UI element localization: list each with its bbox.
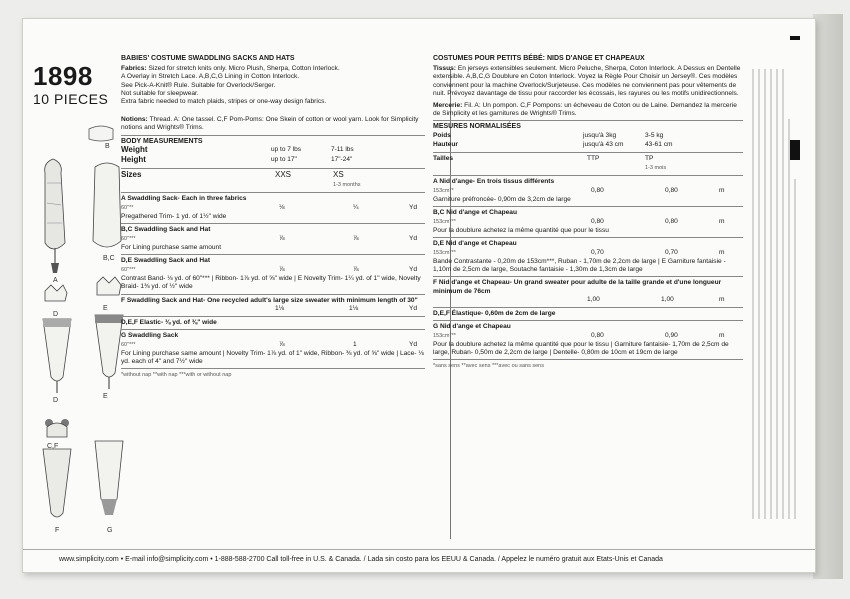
english-column	[121, 55, 425, 380]
view-label: C,F	[47, 443, 59, 450]
section-title: F Swaddling Sack and Hat- One recycled adult's large size sweater with minimum length of 30"	[121, 296, 418, 304]
footer-contact: www.simplicity.com • E-mail info@simplicity.com • 1-888-588-2700 Call toll-free in U.S. & Canada. / Lada sin costo para los EEUU & Canada. / Appelez le numéro gratuit aux Etats-Unis et Canada	[23, 549, 815, 572]
unit: Yd	[409, 235, 418, 243]
section-f	[121, 297, 425, 314]
hauteur-value: jusqu'à 43 cm	[583, 140, 624, 148]
section-extra: Pour la doublure achetez la même quantité que pour le tissu | Garniture fantaisie- 1,70m de 2,5cm de large, Ruban- 0,50m de 2,2cm de large | Dentelle- 0,80m de 10cm et 19cm de large	[433, 341, 729, 357]
yardage: ⅞	[353, 235, 359, 243]
section-g-fr	[433, 323, 743, 357]
section-f-fr	[433, 279, 743, 304]
tailles-label: Tailles	[433, 154, 454, 162]
unit: m	[719, 249, 725, 257]
metrage: 1,00	[661, 295, 674, 303]
height-label: Height	[121, 154, 146, 164]
section-extra: Pour la doublure achetez la même quantité que pour le tissu	[433, 226, 609, 234]
fabric-width: 153cm**	[433, 187, 454, 194]
fabric-width: 153cm***	[433, 250, 456, 257]
metrage: 0,80	[591, 186, 604, 194]
view-label: E	[103, 393, 108, 400]
metrage: 0,80	[591, 332, 604, 340]
section-extra: For Lining purchase same amount	[121, 244, 222, 252]
yardage: ⅞	[279, 341, 285, 349]
notions-label: Notions:	[121, 116, 148, 124]
hat-b-illustration	[89, 126, 113, 141]
section-bc	[121, 226, 425, 252]
fabrics-line: See Pick-A-Knit® Rule. Suitable for Overlock/Serger.	[121, 81, 276, 89]
yardage: 1	[353, 341, 357, 349]
section-title: D,E Nid d'ange et Chapeau	[433, 240, 517, 248]
unit: Yd	[409, 266, 418, 274]
section-de	[121, 257, 425, 291]
poids-value: 3-5 kg	[645, 131, 664, 139]
unit: m	[719, 186, 725, 194]
metrage: 0,80	[665, 186, 678, 194]
hauteur-value: 43-61 cm	[645, 140, 673, 148]
view-label: F	[55, 527, 60, 534]
hat-d-illustration	[45, 285, 67, 301]
size-sub: 1-3 months	[333, 181, 361, 188]
view-label: E	[103, 305, 108, 312]
section-title: F Nid d'ange et Chapeau- Un grand sweater pour adulte de la taille grande et d'une longueur minimum de 76cm	[433, 279, 722, 295]
fabric-width: 153cm***	[433, 333, 456, 340]
unit: Yd	[409, 304, 418, 312]
hat-cf-illustration	[47, 423, 67, 437]
metrage: 0,70	[665, 249, 678, 257]
view-label: A	[53, 277, 58, 284]
pattern-number: 1898	[33, 61, 93, 91]
view-label: B	[105, 143, 110, 150]
weight-label: Weight	[121, 144, 148, 154]
section-title: D,E Swaddling Sack and Hat	[121, 257, 211, 265]
fabric-width: 153cm***	[433, 218, 456, 225]
tissus-text: En jerseys extensibles seulement. Micro Peluche, Sherpa, Coton Interlock. A Dessus en Dentelle extensible. A,B,C,G Doublure en Coton Interlock. Voyez la Règle Pour Choisir un Jersey®. Ces modèles conviennent pour la machine Overlock/Surjeteuse. Ces modèles ne conviennent pas pour vêtements de nuit. Prévoyez davantage de tissu pour raccorder les écossais, les rayures ou les motifs unidirectionnels.	[433, 65, 741, 97]
section-title: G Swaddling Sack	[121, 332, 179, 340]
size-value: XS	[333, 169, 344, 179]
view-label: D	[53, 397, 59, 404]
unit: m	[719, 332, 725, 340]
section-a	[121, 195, 425, 221]
mercerie-text: Fil. A: Un pompon. C,F Pompons: un écheveau de Coton ou de Laine. Demandez la mercerie de Simplicity et les garnitures de Wrights® Trims.	[433, 102, 737, 118]
metrage: 0,90	[665, 332, 678, 340]
fabrics-label: Fabrics:	[121, 65, 147, 73]
yardage: ⅞	[279, 235, 285, 243]
sack-e-illustration	[95, 315, 123, 377]
unit: Yd	[409, 203, 418, 211]
section-extra: Contrast Band- ⅛ yd. of 60"*** | Ribbon- 1⅞ yd. of ⅝" wide | E Novelty Trim- 1¼ yd. of 1" wide, Novelty Braid- 1⅜ yd. of ½" wide	[121, 275, 421, 291]
unit: Yd	[409, 341, 418, 349]
section-g	[121, 332, 425, 366]
yardage: ⅞	[353, 266, 359, 274]
weight-value: 7-11 lbs	[331, 145, 354, 153]
view-label: B,C	[103, 255, 115, 262]
section-title: B,C Swaddling Sack and Hat	[121, 226, 211, 234]
section-de-fr	[433, 240, 743, 274]
edge-mark	[790, 140, 800, 160]
section-extra: Bande Contrastante - 0,20m de 153cm***, Ruban - 1,70m de 2,2cm de large | E Garniture fantaisie - 1,10m de 2,5cm de large, Soutache fantaisie - 1,30m de 1,3cm de large	[433, 258, 726, 274]
section-title: D,E,F Élastique- 0,60m de 2cm de large	[433, 309, 556, 317]
english-title: BABIES' COSTUME SWADDLING SACKS AND HATS	[121, 55, 295, 62]
fabrics-line: A Overlay in Stretch Lace. A,B,C,G Lining in Cotton Interlock.	[121, 73, 300, 81]
unit: m	[719, 217, 725, 225]
fabrics-line: Not suitable for sleepwear.	[121, 89, 199, 97]
sack-f-illustration	[43, 449, 71, 517]
yardage: ⅞	[279, 266, 285, 274]
poids-value: jusqu'à 3kg	[583, 131, 617, 139]
piece-count: 10 PIECES	[33, 91, 109, 107]
footnote: *sans sens **avec sens ***avec ou sans sens	[433, 363, 544, 370]
notions-text: Thread. A: One tassel. C,F Pom-Poms: One Skein of cotton or wool yarn. Look for Simplicity notions and Wrights® Trims.	[121, 116, 419, 132]
section-title: A Nid d'ange- En trois tissus différents	[433, 177, 555, 185]
view-label: G	[107, 527, 113, 534]
weight-value: up to 7 lbs	[271, 145, 301, 153]
yardage: ⅛	[279, 203, 285, 211]
legal-text-strip	[749, 59, 805, 529]
footnote: *without nap **with nap ***with or without nap	[121, 372, 232, 379]
legal-text-lines	[749, 59, 805, 529]
section-extra: Pregathered Trim- 1 yd. of 1½" wide	[121, 212, 227, 220]
section-bc-fr	[433, 209, 743, 235]
fabric-width: 60"**	[121, 204, 134, 211]
hauteur-label: Hauteur	[433, 140, 458, 148]
metrage: 0,80	[591, 217, 604, 225]
edge-mark	[790, 36, 800, 40]
size-value: XXS	[275, 169, 292, 179]
french-column	[433, 55, 743, 371]
fabric-width: 60"***	[121, 342, 136, 349]
mesures-heading: MESURES NORMALISÉES	[433, 123, 521, 131]
body-measurements-heading: BODY MEASUREMENTS	[121, 137, 203, 145]
metrage: 1,00	[587, 295, 600, 303]
taille-sub: 1-3 mois	[645, 164, 667, 171]
section-extra: Garniture préfroncée- 0,90m de 3,2cm de large	[433, 195, 571, 203]
section-title: G Nid d'ange et Chapeau	[433, 323, 511, 331]
sack-bc-illustration	[93, 163, 121, 247]
taille-value: TP	[645, 154, 654, 162]
height-value: up to 17"	[271, 155, 297, 163]
taille-value: TTP	[587, 154, 600, 162]
metrage: 0,80	[665, 217, 678, 225]
yardage: ¼	[353, 203, 359, 211]
section-title: D,E,F Elastic- ⅜ yd. of ⅜" wide	[121, 318, 217, 326]
section-extra: For Lining purchase same amount | Novelty Trim- 1⅞ yd. of 1" wide, Ribbon- ⅜ yd. of ⅝" wide | Lace- ⅛ yd. each of 4" and 7½" wide	[121, 350, 424, 366]
sack-d-illustration	[43, 319, 71, 381]
french-title: COSTUMES POUR PETITS BÉBÉ: NIDS D'ANGE ET CHAPEAUX	[433, 55, 645, 62]
section-title: A Swaddling Sack- Each in three fabrics	[121, 194, 247, 202]
metrage: 0,70	[591, 249, 604, 257]
section-title: B,C Nid d'ange et Chapeau	[433, 208, 517, 216]
envelope-edge	[813, 14, 843, 579]
sack-g-illustration	[95, 441, 123, 504]
height-value: 17"-24"	[331, 155, 353, 163]
section-a-fr	[433, 178, 743, 204]
yardage: 1⅛	[349, 304, 359, 312]
view-label: D	[53, 311, 59, 318]
pattern-envelope-back	[22, 18, 816, 573]
hat-e-illustration	[97, 277, 121, 295]
fabrics-line: Extra fabric needed to match plaids, stripes or one-way design fabrics.	[121, 98, 327, 106]
fabrics-text: Sized for stretch knits only. Micro Plush, Sherpa, Cotton Interlock.	[148, 65, 340, 73]
yardage: 1⅛	[275, 304, 285, 312]
unit: m	[719, 295, 725, 303]
tissus-label: Tissus:	[433, 65, 456, 73]
fabric-width: 60"***	[121, 236, 136, 243]
mercerie-label: Mercerie:	[433, 102, 463, 110]
poids-label: Poids	[433, 131, 451, 139]
fabric-width: 60"***	[121, 267, 136, 274]
sizes-label: Sizes	[121, 169, 142, 179]
